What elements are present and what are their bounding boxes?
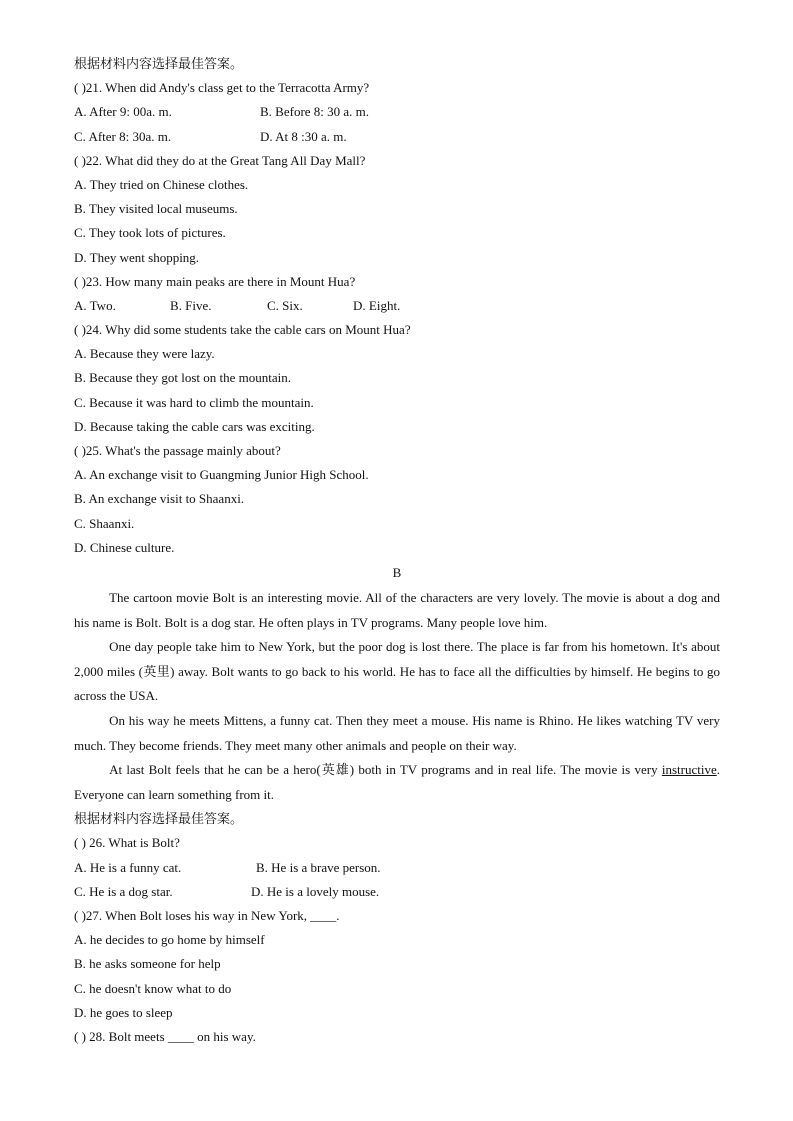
underlined-word: instructive	[661, 762, 717, 778]
q22-option-b: B. They visited local museums.	[74, 201, 238, 217]
question-26-options-ab	[74, 856, 720, 880]
q27-option-c: C. he doesn't know what to do	[74, 980, 232, 996]
q21-option-a: A. After 9: 00a. m.	[74, 104, 172, 120]
passage-paragraph-3: On his way he meets Mittens, a funny cat. Then they meet a mouse. His name is Rhino. He likes watching TV very much. They become friends. They meet many other animals and people on their way.	[74, 712, 720, 753]
q26-option-d: D. He is a lovely mouse.	[251, 883, 380, 899]
instruction-b: 根据材料内容选择最佳答案。	[74, 811, 244, 827]
q26-option-b: B. He is a brave person.	[256, 859, 381, 875]
instruction-a: 根据材料内容选择最佳答案。	[74, 56, 244, 71]
q27-option-d: D. he goes to sleep	[74, 1004, 173, 1020]
q21-option-b: B. Before 8: 30 a. m.	[260, 104, 370, 120]
section-b-heading: B	[392, 564, 402, 580]
q27-option-b: B. he asks someone for help	[74, 956, 221, 972]
q24-option-c: C. Because it was hard to climb the mountain.	[74, 394, 314, 410]
question-23: ( )23. How many main peaks are there in Mount Hua?	[74, 273, 356, 289]
question-26: ( ) 26. What is Bolt?	[74, 835, 180, 851]
q24-option-b: B. Because they got lost on the mountain.	[74, 370, 291, 386]
question-23-options	[74, 294, 720, 318]
q26-option-c: C. He is a dog star.	[74, 883, 173, 899]
passage-paragraph-2: One day people take him to New York, but the poor dog is lost there. The place is far from his hometown. It's about 2,000 miles (英里) away. Bolt wants to go back to his world. He has to face all the difficulties by himself. He begins to go across the USA.	[74, 639, 720, 704]
passage-paragraph-4	[74, 758, 720, 807]
worksheet-page	[74, 52, 720, 1049]
q23-option-a: A. Two.	[74, 297, 116, 313]
q24-option-d: D. Because taking the cable cars was exciting.	[74, 418, 315, 434]
q22-option-c: C. They took lots of pictures.	[74, 225, 226, 241]
question-22: ( )22. What did they do at the Great Tang All Day Mall?	[74, 152, 366, 168]
question-21: ( )21. When did Andy's class get to the Terracotta Army?	[74, 80, 370, 96]
paragraph-4-text: At last Bolt feels that he can be a hero(英雄) both in TV programs and in real life. The movie is very	[109, 762, 662, 778]
q23-option-d: D. Eight.	[353, 297, 401, 313]
q26-option-a: A. He is a funny cat.	[74, 859, 182, 875]
q25-option-b: B. An exchange visit to Shaanxi.	[74, 491, 245, 507]
paragraph-4-end: . Everyone can learn something from it.	[74, 762, 720, 802]
q23-option-b: B. Five.	[170, 297, 212, 313]
q21-option-c: C. After 8: 30a. m.	[74, 128, 172, 144]
q25-option-a: A. An exchange visit to Guangming Junior High School.	[74, 467, 369, 483]
q22-option-d: D. They went shopping.	[74, 249, 200, 265]
passage-paragraph-1: The cartoon movie Bolt is an interesting movie. All of the characters are very lovely. The movie is about a dog and his name is Bolt. Bolt is a dog star. He often plays in TV programs. Many people love him.	[74, 589, 720, 630]
question-24: ( )24. Why did some students take the cable cars on Mount Hua?	[74, 322, 411, 338]
q21-option-d: D. At 8 :30 a. m.	[260, 128, 347, 144]
question-28: ( ) 28. Bolt meets ____ on his way.	[74, 1028, 256, 1044]
question-21-options-ab	[74, 100, 720, 124]
question-21-options-cd	[74, 125, 720, 149]
question-27: ( )27. When Bolt loses his way in New York, ____.	[74, 908, 340, 924]
question-26-options-cd	[74, 880, 720, 904]
q23-option-c: C. Six.	[267, 297, 303, 313]
question-25: ( )25. What's the passage mainly about?	[74, 443, 281, 458]
q24-option-a: A. Because they were lazy.	[74, 346, 215, 362]
q25-option-c: C. Shaanxi.	[74, 515, 135, 531]
q25-option-d: D. Chinese culture.	[74, 539, 175, 555]
q27-option-a: A. he decides to go home by himself	[74, 932, 265, 948]
q22-option-a: A. They tried on Chinese clothes.	[74, 176, 249, 192]
